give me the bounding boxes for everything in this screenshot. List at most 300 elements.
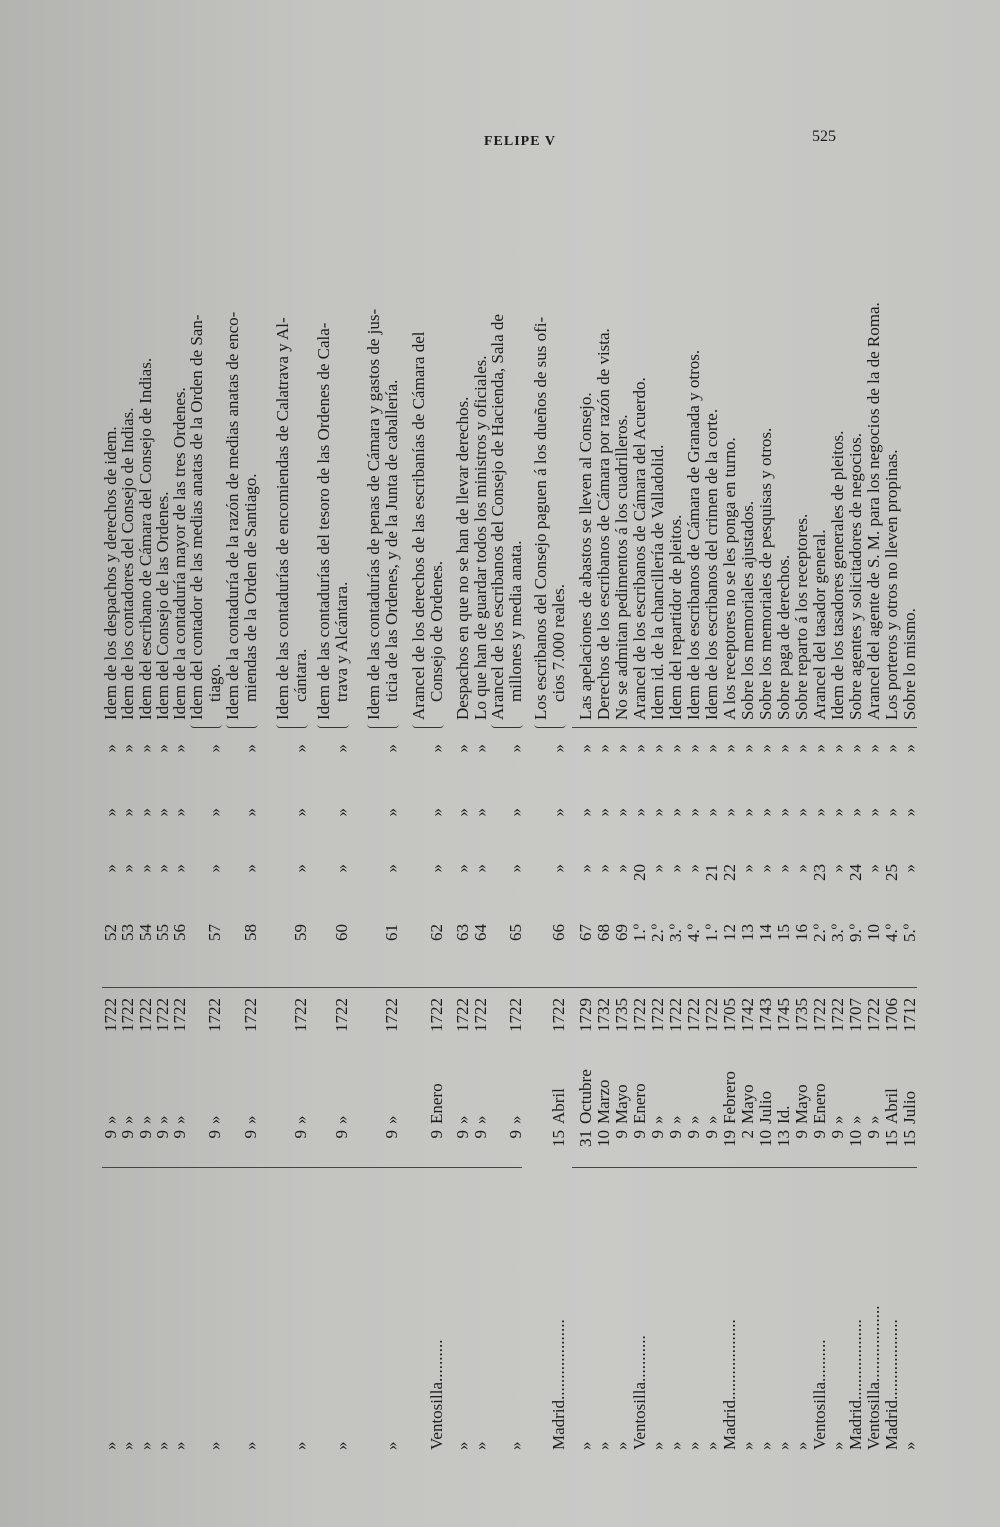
cell-b: » (630, 808, 649, 817)
cell-year: 1722 (702, 998, 721, 1032)
cell-place: » (774, 1441, 793, 1450)
cell-day: 9 (828, 1130, 847, 1139)
cell-year: 1722 (471, 998, 490, 1032)
cell-day: 9 (291, 1130, 310, 1139)
cell-a: » (774, 864, 793, 873)
cell-a: » (549, 864, 568, 873)
cell-year: 1722 (170, 998, 189, 1032)
cell-place: » (666, 1441, 685, 1450)
cell-month: Enero (630, 1083, 649, 1124)
cell-a: 23 (810, 864, 829, 881)
cell-day: 9 (118, 1130, 137, 1139)
cell-num: 5.º (900, 924, 919, 943)
brace-mark (534, 721, 566, 728)
cell-a: » (864, 864, 883, 873)
cell-place: » (382, 1441, 401, 1450)
cell-day: 15 (900, 1130, 919, 1147)
cell-num: 62 (427, 924, 446, 941)
cell-month: Mayo (738, 1084, 757, 1124)
cell-num: 15 (774, 924, 793, 941)
cell-place: » (241, 1441, 260, 1450)
cell-a: 20 (630, 864, 649, 881)
cell-b: » (684, 808, 703, 817)
cell-a: » (453, 864, 472, 873)
cell-place: » (471, 1441, 490, 1450)
cell-place: » (101, 1441, 120, 1450)
cell-place: » (453, 1441, 472, 1450)
cell-b: » (453, 808, 472, 817)
cell-month: Enero (810, 1083, 829, 1124)
cell-description: Idem de las contadurías de encomiendas de Calatrava y Al- (273, 317, 292, 720)
cell-num: 56 (170, 924, 189, 941)
cell-c: » (792, 744, 811, 753)
cell-year: 1722 (241, 998, 260, 1032)
cell-month: » (471, 1115, 490, 1124)
cell-day: 9 (792, 1130, 811, 1139)
cell-day: 10 (846, 1130, 865, 1147)
cell-num: 53 (118, 924, 137, 941)
cell-month: » (241, 1115, 260, 1124)
cell-description: Sobre lo mismo. (900, 608, 919, 720)
cell-month: » (648, 1115, 667, 1124)
cell-b: » (549, 808, 568, 817)
cell-num: 13 (738, 924, 757, 941)
cell-description: Arancel del tasador general. (810, 529, 829, 720)
cell-year: 1729 (576, 998, 595, 1032)
cell-description: tiago. (205, 663, 224, 702)
cell-a: » (332, 864, 351, 873)
cell-c: » (576, 744, 595, 753)
cell-num: 60 (332, 924, 351, 941)
cell-year: 1722 (828, 998, 847, 1032)
brace-mark (226, 721, 258, 728)
cell-day: 9 (453, 1130, 472, 1139)
cell-c: » (864, 744, 883, 753)
cell-c: » (630, 744, 649, 753)
cell-month: » (702, 1115, 721, 1124)
cell-a: » (291, 864, 310, 873)
cell-description: Idem id. de la chancillería de Valladolid. (648, 444, 667, 720)
cell-description: Derechos de los escribanos de Cámara por razón de vista. (594, 328, 613, 720)
cell-month: » (846, 1115, 865, 1124)
cell-day: 9 (702, 1130, 721, 1139)
cell-c: » (594, 744, 613, 753)
cell-c: » (153, 744, 172, 753)
cell-a: » (612, 864, 631, 873)
cell-place: Madrid................... (549, 1319, 568, 1450)
cell-c: » (828, 744, 847, 753)
cell-c: » (241, 744, 260, 753)
cell-b: » (846, 808, 865, 817)
cell-c: » (382, 744, 401, 753)
cell-a: » (738, 864, 757, 873)
cell-place: » (702, 1441, 721, 1450)
cell-num: 57 (205, 924, 224, 941)
brace-mark (190, 721, 222, 728)
cell-b: » (792, 808, 811, 817)
cell-place: » (738, 1441, 757, 1450)
cell-description: Arancel de los escribanos de Cámara del Acuerdo. (630, 377, 649, 720)
cell-description: No se admitan pedimentos á los cuadrilleros. (612, 414, 631, 720)
cell-b: » (382, 808, 401, 817)
cell-num: 4.º (882, 924, 901, 943)
cell-description: Idem de la contaduría mayor de las tres Ordenes. (170, 387, 189, 720)
cell-a: » (756, 864, 775, 873)
cell-place: Ventosilla........... (630, 1335, 649, 1450)
cell-num: 2.º (648, 924, 667, 943)
cell-place: » (205, 1441, 224, 1450)
cell-b: » (471, 808, 490, 817)
cell-place: Madrid................... (720, 1319, 739, 1450)
cell-day: 9 (382, 1130, 401, 1139)
cell-year: 1722 (453, 998, 472, 1032)
cell-a: » (576, 864, 595, 873)
cell-c: » (612, 744, 631, 753)
cell-month: » (864, 1115, 883, 1124)
cell-a: » (101, 864, 120, 873)
cell-year: 1722 (630, 998, 649, 1032)
cell-month: » (170, 1115, 189, 1124)
cell-month: » (118, 1115, 137, 1124)
cell-description: Idem de los tasadores generales de pleitos. (828, 430, 847, 720)
cell-month: Julio (756, 1090, 775, 1124)
cell-a: » (205, 864, 224, 873)
cell-b: » (720, 808, 739, 817)
cell-description: Idem del contador de las medias anatas de la Orden de San- (187, 314, 206, 720)
cell-place: Ventosilla.......... (810, 1339, 829, 1450)
cell-year: 1743 (756, 998, 775, 1032)
cell-place: Madrid................... (846, 1319, 865, 1450)
cell-a: » (427, 864, 446, 873)
cell-place: » (576, 1441, 595, 1450)
cell-year: 1722 (153, 998, 172, 1032)
cell-b: » (900, 808, 919, 817)
cell-day: 9 (136, 1130, 155, 1139)
cell-description: Arancel de los derechos de las escribanías de Cámara del (409, 331, 428, 720)
cell-month: » (453, 1115, 472, 1124)
cell-c: » (205, 744, 224, 753)
brace-mark (367, 721, 399, 728)
cell-b: » (612, 808, 631, 817)
cell-description: Idem del Consejo de las Ordenes. (153, 491, 172, 720)
cell-month: » (506, 1115, 525, 1124)
cell-month: » (101, 1115, 120, 1124)
cell-description: A los receptores no se les ponga en turno. (720, 437, 739, 720)
cell-day: 9 (427, 1130, 446, 1139)
cell-place: » (332, 1441, 351, 1450)
cell-description: Consejo de Ordenes. (427, 560, 446, 702)
cell-b: » (241, 808, 260, 817)
rotated-legislation-table (101, 130, 919, 1450)
running-header-title: FELIPE V (484, 134, 556, 149)
column-rule (572, 727, 917, 728)
cell-month: Abril (882, 1088, 901, 1124)
cell-year: 1712 (900, 998, 919, 1032)
cell-c: » (427, 744, 446, 753)
cell-a: 25 (882, 864, 901, 881)
cell-c: » (702, 744, 721, 753)
cell-description: Idem de las contadurías del tesoro de las Ordenes de Cala- (314, 322, 333, 720)
cell-year: 1722 (291, 998, 310, 1032)
cell-description: Arancel de los escribanos del Consejo de Hacienda, Sala de (488, 314, 507, 720)
cell-c: » (506, 744, 525, 753)
cell-day: 9 (471, 1130, 490, 1139)
cell-year: 1722 (205, 998, 224, 1032)
cell-day: 9 (666, 1130, 685, 1139)
cell-year: 1722 (549, 998, 568, 1032)
cell-place: » (684, 1441, 703, 1450)
brace-mark (491, 721, 523, 728)
cell-c: » (118, 744, 137, 753)
column-rule (572, 1167, 917, 1168)
cell-b: » (332, 808, 351, 817)
cell-month: » (332, 1115, 351, 1124)
cell-description: Idem de la contaduría de la razón de medias anatas de enco- (223, 311, 242, 720)
cell-a: » (648, 864, 667, 873)
cell-num: 1.º (702, 924, 721, 943)
cell-month: Julio (900, 1090, 919, 1124)
cell-num: 58 (241, 924, 260, 941)
cell-place: » (153, 1441, 172, 1450)
cell-num: 61 (382, 924, 401, 941)
cell-description: Idem de los despachos y derechos de idem. (101, 426, 120, 720)
cell-b: » (864, 808, 883, 817)
cell-day: 15 (882, 1130, 901, 1147)
cell-b: » (810, 808, 829, 817)
cell-month: Mayo (612, 1084, 631, 1124)
cell-c: » (684, 744, 703, 753)
cell-day: 9 (241, 1130, 260, 1139)
cell-num: 52 (101, 924, 120, 941)
cell-description: Sobre agentes y solicitadores de negocios. (846, 432, 865, 720)
cell-a: » (594, 864, 613, 873)
cell-b: » (576, 808, 595, 817)
cell-year: 1732 (594, 998, 613, 1032)
cell-c: » (136, 744, 155, 753)
cell-b: » (427, 808, 446, 817)
cell-b: » (291, 808, 310, 817)
cell-a: » (792, 864, 811, 873)
cell-c: » (720, 744, 739, 753)
cell-year: 1735 (792, 998, 811, 1032)
cell-day: 10 (594, 1130, 613, 1147)
cell-num: 66 (549, 924, 568, 941)
cell-description: Idem del repartidor de pleitos. (666, 514, 685, 720)
cell-b: » (738, 808, 757, 817)
cell-a: » (471, 864, 490, 873)
cell-month: Octubre (576, 1069, 595, 1124)
cell-c: » (810, 744, 829, 753)
cell-place: » (594, 1441, 613, 1450)
cell-a: 21 (702, 864, 721, 881)
cell-month: Id. (774, 1105, 793, 1124)
cell-b: » (882, 808, 901, 817)
cell-year: 1722 (136, 998, 155, 1032)
cell-description: Sobre paga de derechos. (774, 554, 793, 720)
cell-year: 1705 (720, 998, 739, 1032)
cell-b: » (205, 808, 224, 817)
cell-num: 55 (153, 924, 172, 941)
cell-day: 19 (720, 1130, 739, 1147)
cell-a: » (170, 864, 189, 873)
cell-year: 1722 (648, 998, 667, 1032)
cell-day: 15 (549, 1130, 568, 1147)
cell-c: » (170, 744, 189, 753)
cell-num: 63 (453, 924, 472, 941)
cell-a: » (828, 864, 847, 873)
cell-place: » (118, 1441, 137, 1450)
cell-description: Los porteros y otros no lleven propinas. (882, 449, 901, 720)
brace-mark (412, 721, 444, 728)
cell-a: 24 (846, 864, 865, 881)
cell-b: » (101, 808, 120, 817)
brace-mark (276, 721, 308, 728)
cell-year: 1722 (118, 998, 137, 1032)
cell-month: » (684, 1115, 703, 1124)
cell-num: 65 (506, 924, 525, 941)
cell-description: Idem de los escribanos de Cámara de Granada y otros. (684, 349, 703, 720)
cell-b: » (136, 808, 155, 817)
cell-num: 1.º (630, 924, 649, 943)
cell-month: Enero (427, 1083, 446, 1124)
cell-description: Los escribanos del Consejo paguen á los dueños de sus ofi- (531, 316, 550, 720)
cell-month: Mayo (792, 1084, 811, 1124)
cell-a: » (506, 864, 525, 873)
cell-day: 31 (576, 1130, 595, 1147)
cell-num: 10 (864, 924, 883, 941)
cell-description: Idem de los escribanos del crimen de la corte. (702, 408, 721, 720)
cell-b: » (774, 808, 793, 817)
cell-num: 3.º (828, 924, 847, 943)
cell-day: 9 (612, 1130, 631, 1139)
cell-b: » (118, 808, 137, 817)
cell-description: Sobre los memoriales de pesquisas y otros. (756, 427, 775, 720)
cell-day: 10 (756, 1130, 775, 1147)
cell-a: » (684, 864, 703, 873)
cell-year: 1722 (864, 998, 883, 1032)
cell-num: 14 (756, 924, 775, 941)
cell-description: Idem de las contadurías de penas de Cámara y gastos de jus- (364, 308, 383, 720)
cell-place: » (612, 1441, 631, 1450)
cell-description: miendas de la Orden de Santiago. (241, 473, 260, 702)
cell-year: 1742 (738, 998, 757, 1032)
cell-a: » (153, 864, 172, 873)
cell-b: » (153, 808, 172, 817)
cell-description: millones y media anata. (506, 540, 525, 702)
cell-place: Madrid................... (882, 1319, 901, 1450)
cell-num: 16 (792, 924, 811, 941)
cell-b: » (648, 808, 667, 817)
cell-description: Despachos en que no se han de llevar derechos. (453, 396, 472, 720)
cell-description: trava y Alcántara. (332, 581, 351, 702)
cell-num: 4.º (684, 924, 703, 943)
cell-c: » (453, 744, 472, 753)
cell-description: cántara. (291, 648, 310, 702)
cell-day: 9 (205, 1130, 224, 1139)
cell-place: » (291, 1441, 310, 1450)
cell-c: » (101, 744, 120, 753)
cell-day: 9 (506, 1130, 525, 1139)
cell-c: » (738, 744, 757, 753)
cell-a: 22 (720, 864, 739, 881)
cell-month: » (828, 1115, 847, 1124)
cell-place: » (506, 1441, 525, 1450)
cell-a: » (900, 864, 919, 873)
cell-a: » (136, 864, 155, 873)
cell-description: cios 7.000 reales. (549, 583, 568, 702)
cell-place: » (756, 1441, 775, 1450)
cell-a: » (241, 864, 260, 873)
cell-year: 1722 (810, 998, 829, 1032)
cell-b: » (506, 808, 525, 817)
cell-day: 9 (684, 1130, 703, 1139)
cell-description: Idem del escribano de Cámara del Consejo de Indias. (136, 357, 155, 720)
column-rule (102, 987, 917, 988)
cell-b: » (702, 808, 721, 817)
cell-day: 9 (153, 1130, 172, 1139)
cell-place: Ventosilla.......... (427, 1339, 446, 1450)
cell-a: » (666, 864, 685, 873)
brace-mark (317, 721, 349, 728)
cell-c: » (549, 744, 568, 753)
cell-num: 54 (136, 924, 155, 941)
cell-day: 9 (648, 1130, 667, 1139)
cell-month: » (153, 1115, 172, 1124)
cell-description: Las apelaciones de abastos se lleven al Consejo. (576, 392, 595, 720)
cell-c: » (756, 744, 775, 753)
cell-description: Sobre reparto á los receptores. (792, 513, 811, 720)
cell-day: 9 (810, 1130, 829, 1139)
cell-b: » (666, 808, 685, 817)
cell-b: » (756, 808, 775, 817)
cell-c: » (882, 744, 901, 753)
cell-place: » (900, 1441, 919, 1450)
column-rule (102, 1167, 522, 1168)
page-number: 525 (812, 128, 836, 145)
cell-month: » (291, 1115, 310, 1124)
cell-num: 2.º (810, 924, 829, 943)
cell-num: 68 (594, 924, 613, 941)
cell-year: 1722 (382, 998, 401, 1032)
cell-num: 59 (291, 924, 310, 941)
cell-place: » (648, 1441, 667, 1450)
cell-a: » (118, 864, 137, 873)
cell-place: » (792, 1441, 811, 1450)
cell-num: 9.º (846, 924, 865, 943)
cell-year: 1722 (666, 998, 685, 1032)
cell-day: 9 (101, 1130, 120, 1139)
cell-month: » (205, 1115, 224, 1124)
cell-c: » (471, 744, 490, 753)
cell-day: 13 (774, 1130, 793, 1147)
cell-description: Sobre los memoriales ajustados. (738, 500, 757, 720)
cell-year: 1735 (612, 998, 631, 1032)
cell-place: Ventosilla.................. (864, 1305, 883, 1450)
cell-num: 69 (612, 924, 631, 941)
cell-num: 3.º (666, 924, 685, 943)
cell-month: Marzo (594, 1079, 613, 1124)
cell-b: » (828, 808, 847, 817)
cell-c: » (291, 744, 310, 753)
cell-year: 1745 (774, 998, 793, 1032)
cell-day: 9 (332, 1130, 351, 1139)
cell-day: 9 (864, 1130, 883, 1139)
cell-month: » (666, 1115, 685, 1124)
cell-month: Abril (549, 1088, 568, 1124)
cell-day: 9 (630, 1130, 649, 1139)
cell-b: » (594, 808, 613, 817)
cell-place: » (828, 1441, 847, 1450)
